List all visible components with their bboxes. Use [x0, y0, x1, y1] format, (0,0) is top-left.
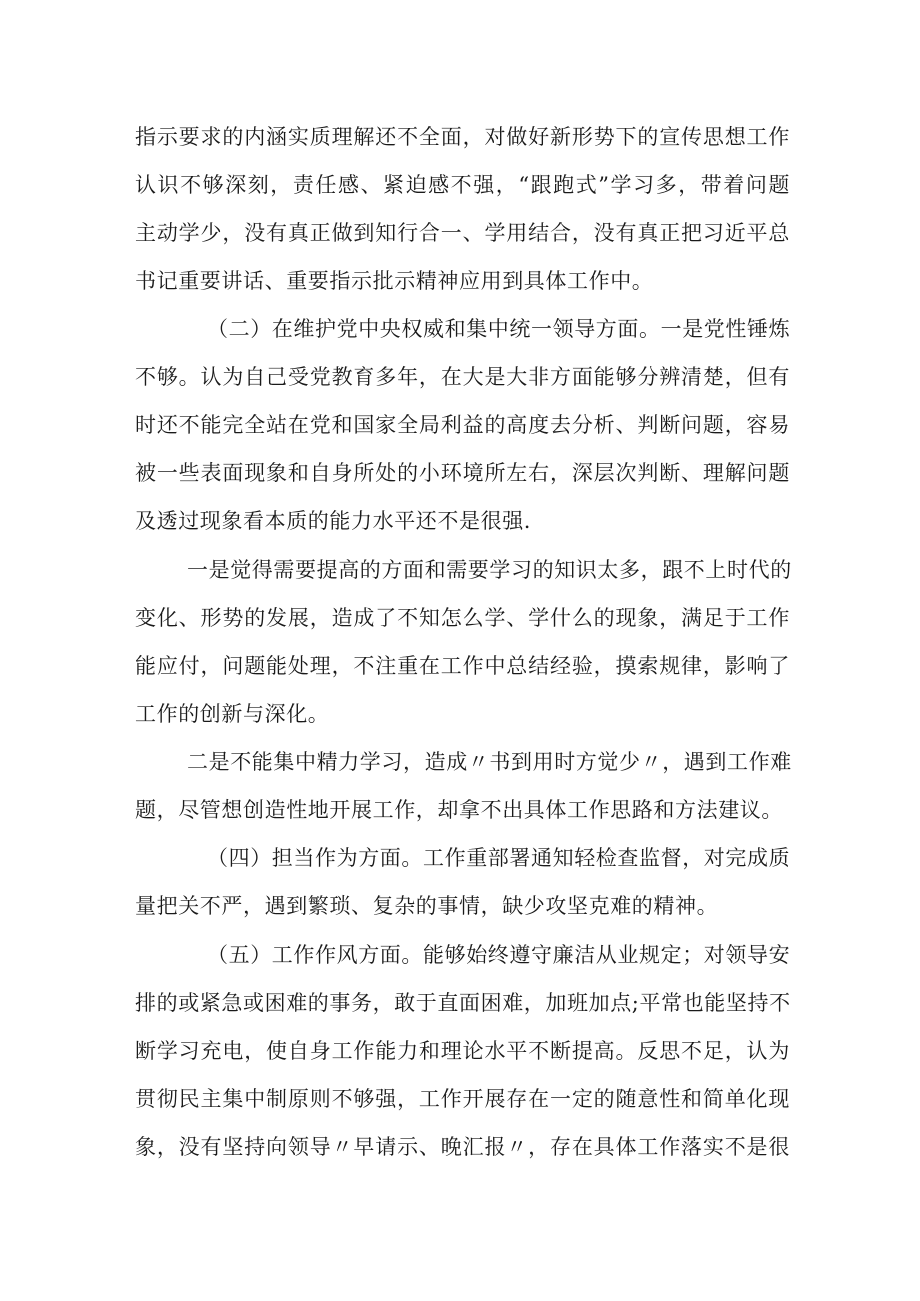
- text-line: 断学习充电，使自身工作能力和理论水平不断提高。反思不足，认为: [135, 1039, 790, 1063]
- paragraph-3: [135, 546, 790, 738]
- text-line: 排的或紧急或困难的事务，敢于直面困难，加班加点;平常也能坚持不: [135, 991, 791, 1015]
- text-line: 能应付，问题能处理，不注重在工作中总结经验，摸索规律，影响了: [135, 654, 790, 678]
- text-line: 被一些表面现象和自身所处的小环境所左右，深层次判断、理解问题: [135, 461, 790, 485]
- paragraph-1: [135, 113, 790, 305]
- paragraph-4: [135, 738, 790, 834]
- text-line: 指示要求的内涵实质理解还不全面，对做好新形势下的宣传思想工作: [135, 125, 790, 149]
- text-line: 主动学少，没有真正做到知行合一、学用结合，没有真正把习近平总: [135, 221, 790, 245]
- text-line: 量把关不严，遇到繁琐、复杂的事情，缺少攻坚克难的精神。: [135, 894, 719, 918]
- text-line: 时还不能完全站在党和国家全局利益的高度去分析、判断问题，容易: [135, 413, 790, 437]
- text-line: 一是觉得需要提高的方面和需要学习的知识太多，跟不上时代的: [187, 558, 792, 582]
- text-line: 工作的创新与深化。: [135, 702, 330, 726]
- text-line: （五）工作作风方面。能够始终遵守廉洁从业规定；对领导安: [207, 943, 791, 967]
- text-line: 及透过现象看本质的能力水平还不是很强.: [135, 509, 532, 533]
- text-line: （四）担当作为方面。工作重部署通知轻检查监督，对完成质: [207, 846, 791, 870]
- text-line: 不够。认为自己受党教育多年，在大是大非方面能够分辨清楚，但有: [135, 365, 790, 389]
- text-line: 变化、形势的发展，造成了不知怎么学、学什么的现象，满足于工作: [135, 606, 790, 630]
- text-line: 书记重要讲话、重要指示批示精神应用到具体工作中。: [135, 269, 654, 293]
- paragraph-2: [135, 305, 790, 545]
- text-line: 二是不能集中精力学习，造成〃书到用时方觉少〃，遇到工作难: [187, 750, 792, 774]
- text-line: 题，尽管想创造性地开展工作，却拿不出具体工作思路和方法建议。: [135, 798, 783, 822]
- text-line: （二）在维护党中央权威和集中统一领导方面。一是党性锤炼: [207, 317, 791, 341]
- text-line: 贯彻民主集中制原则不够强，工作开展存在一定的随意性和简单化现: [135, 1087, 790, 1111]
- text-line: 象，没有坚持向领导〃早请示、晚汇报〃，存在具体工作落实不是很: [135, 1135, 790, 1159]
- paragraph-5: [135, 834, 790, 930]
- paragraph-6: [135, 931, 790, 1171]
- text-line: 认识不够深刻，责任感、紧迫感不强，“跟跑式”学习多，带着问题: [135, 173, 790, 197]
